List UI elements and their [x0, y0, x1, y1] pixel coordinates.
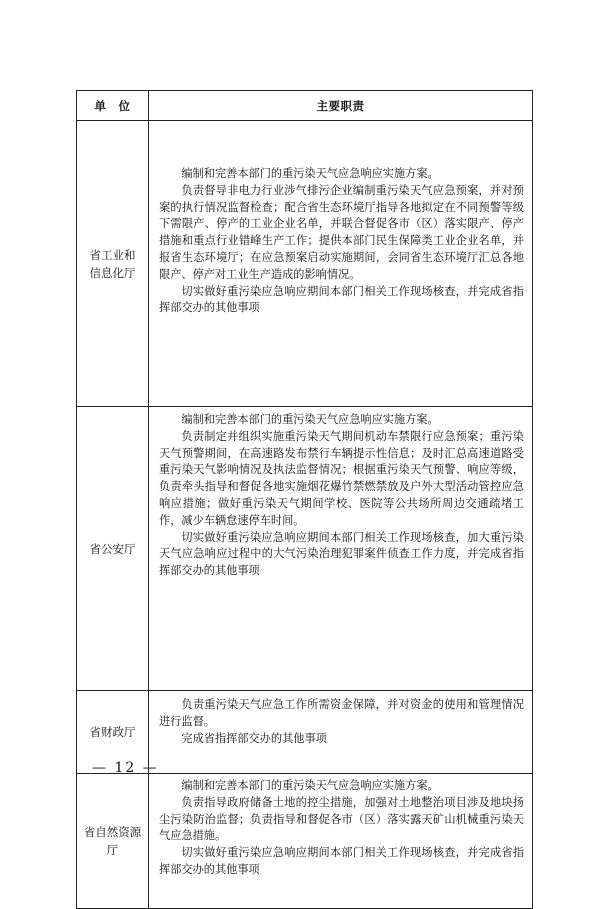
duties-cell — [149, 407, 533, 691]
unit-name-line: 省财政厅 — [89, 725, 136, 739]
table-row — [77, 121, 533, 407]
table-row — [77, 407, 533, 691]
duty-paragraph: 切实做好重污染应急响应期间本部门相关工作现场核查，并完成省指挥部交办的其他事项 — [159, 284, 524, 315]
duty-paragraph: 切实做好重污染应急响应期间本部门相关工作现场核查，并完成省指挥部交办的其他事项 — [159, 846, 524, 876]
duties-cell — [149, 691, 533, 774]
duty-paragraph: 编制和完善本部门的重污染天气应急响应实施方案。 — [181, 167, 439, 180]
unit-name-line: 省自然资源厅 — [83, 825, 142, 857]
duty-paragraph: 完成省指挥部交办的其他事项 — [181, 731, 327, 745]
unit-name-line: 省公安厅 — [89, 541, 136, 556]
duty-paragraph: 编制和完善本部门的重污染天气应急响应实施方案。 — [181, 779, 439, 792]
duty-paragraph: 负责制定并组织实施重污染天气期间机动车禁限行应急预案；重污染天气预警期间，在高速路发布禁行车辆提示性信息；及时汇总高速道路受重污染天气影响情况及执法监督情况；根据重污染天气预警、响应等级，负责牵头指导和督促各地实施烟花爆竹禁燃禁放及户外大型活动管控应急响应措施；做好重污染天气期间学校、医院等公共场所周边交通疏堵工作，减少车辆怠速停车时间。 — [159, 429, 524, 527]
duty-paragraph: 负责督导非电力行业涉气排污企业编制重污染天气应急预案，并对预案的执行情况监督检查；配合省生态环境厅指导各地拟定在不同预警等级下需限产、停产的工业企业名单，并联合督促各市（区）落实限产、停产措施和重点行业错峰生产工作；提供本部门民生保障类工业企业名单，并报省生态环境厅；在应急预案启动实施期间，会同省生态环境厅汇总各地限产、停产对工业生产造成的影响情况。 — [159, 183, 524, 281]
unit-cell — [77, 407, 149, 691]
duty-paragraph: 负责指导政府储备土地的控尘措施，加强对土地整治项目涉及地块扬尘污染防治监督；负责指导和督促各市（区）落实露天矿山机械重污染天气应急措施。 — [159, 795, 524, 843]
duty-paragraph: 切实做好重污染应急响应期间本部门相关工作现场核查，加大重污染天气应急响应过程中的大气污染治理犯罪案件侦查工作力度，并完成省指挥部交办的其他事项 — [159, 530, 524, 578]
page-number: — 12 — — [92, 760, 159, 776]
unit-cell — [77, 774, 149, 909]
duties-cell — [149, 774, 533, 909]
responsibility-table — [76, 90, 533, 909]
duty-paragraph: 编制和完善本部门的重污染天气应急响应实施方案。 — [181, 413, 439, 426]
unit-name-line: 省工业和 — [89, 247, 136, 262]
table-row — [77, 774, 533, 909]
header-duties: 主要职责 — [149, 91, 533, 121]
header-unit: 单 位 — [77, 91, 149, 121]
duties-cell — [149, 121, 533, 407]
unit-cell — [77, 121, 149, 407]
duty-paragraph: 负责重污染天气应急工作所需资金保障，并对资金的使用和管理情况进行监督。 — [159, 698, 524, 728]
unit-name-line: 信息化厅 — [89, 265, 136, 280]
table-header-row — [77, 91, 533, 121]
